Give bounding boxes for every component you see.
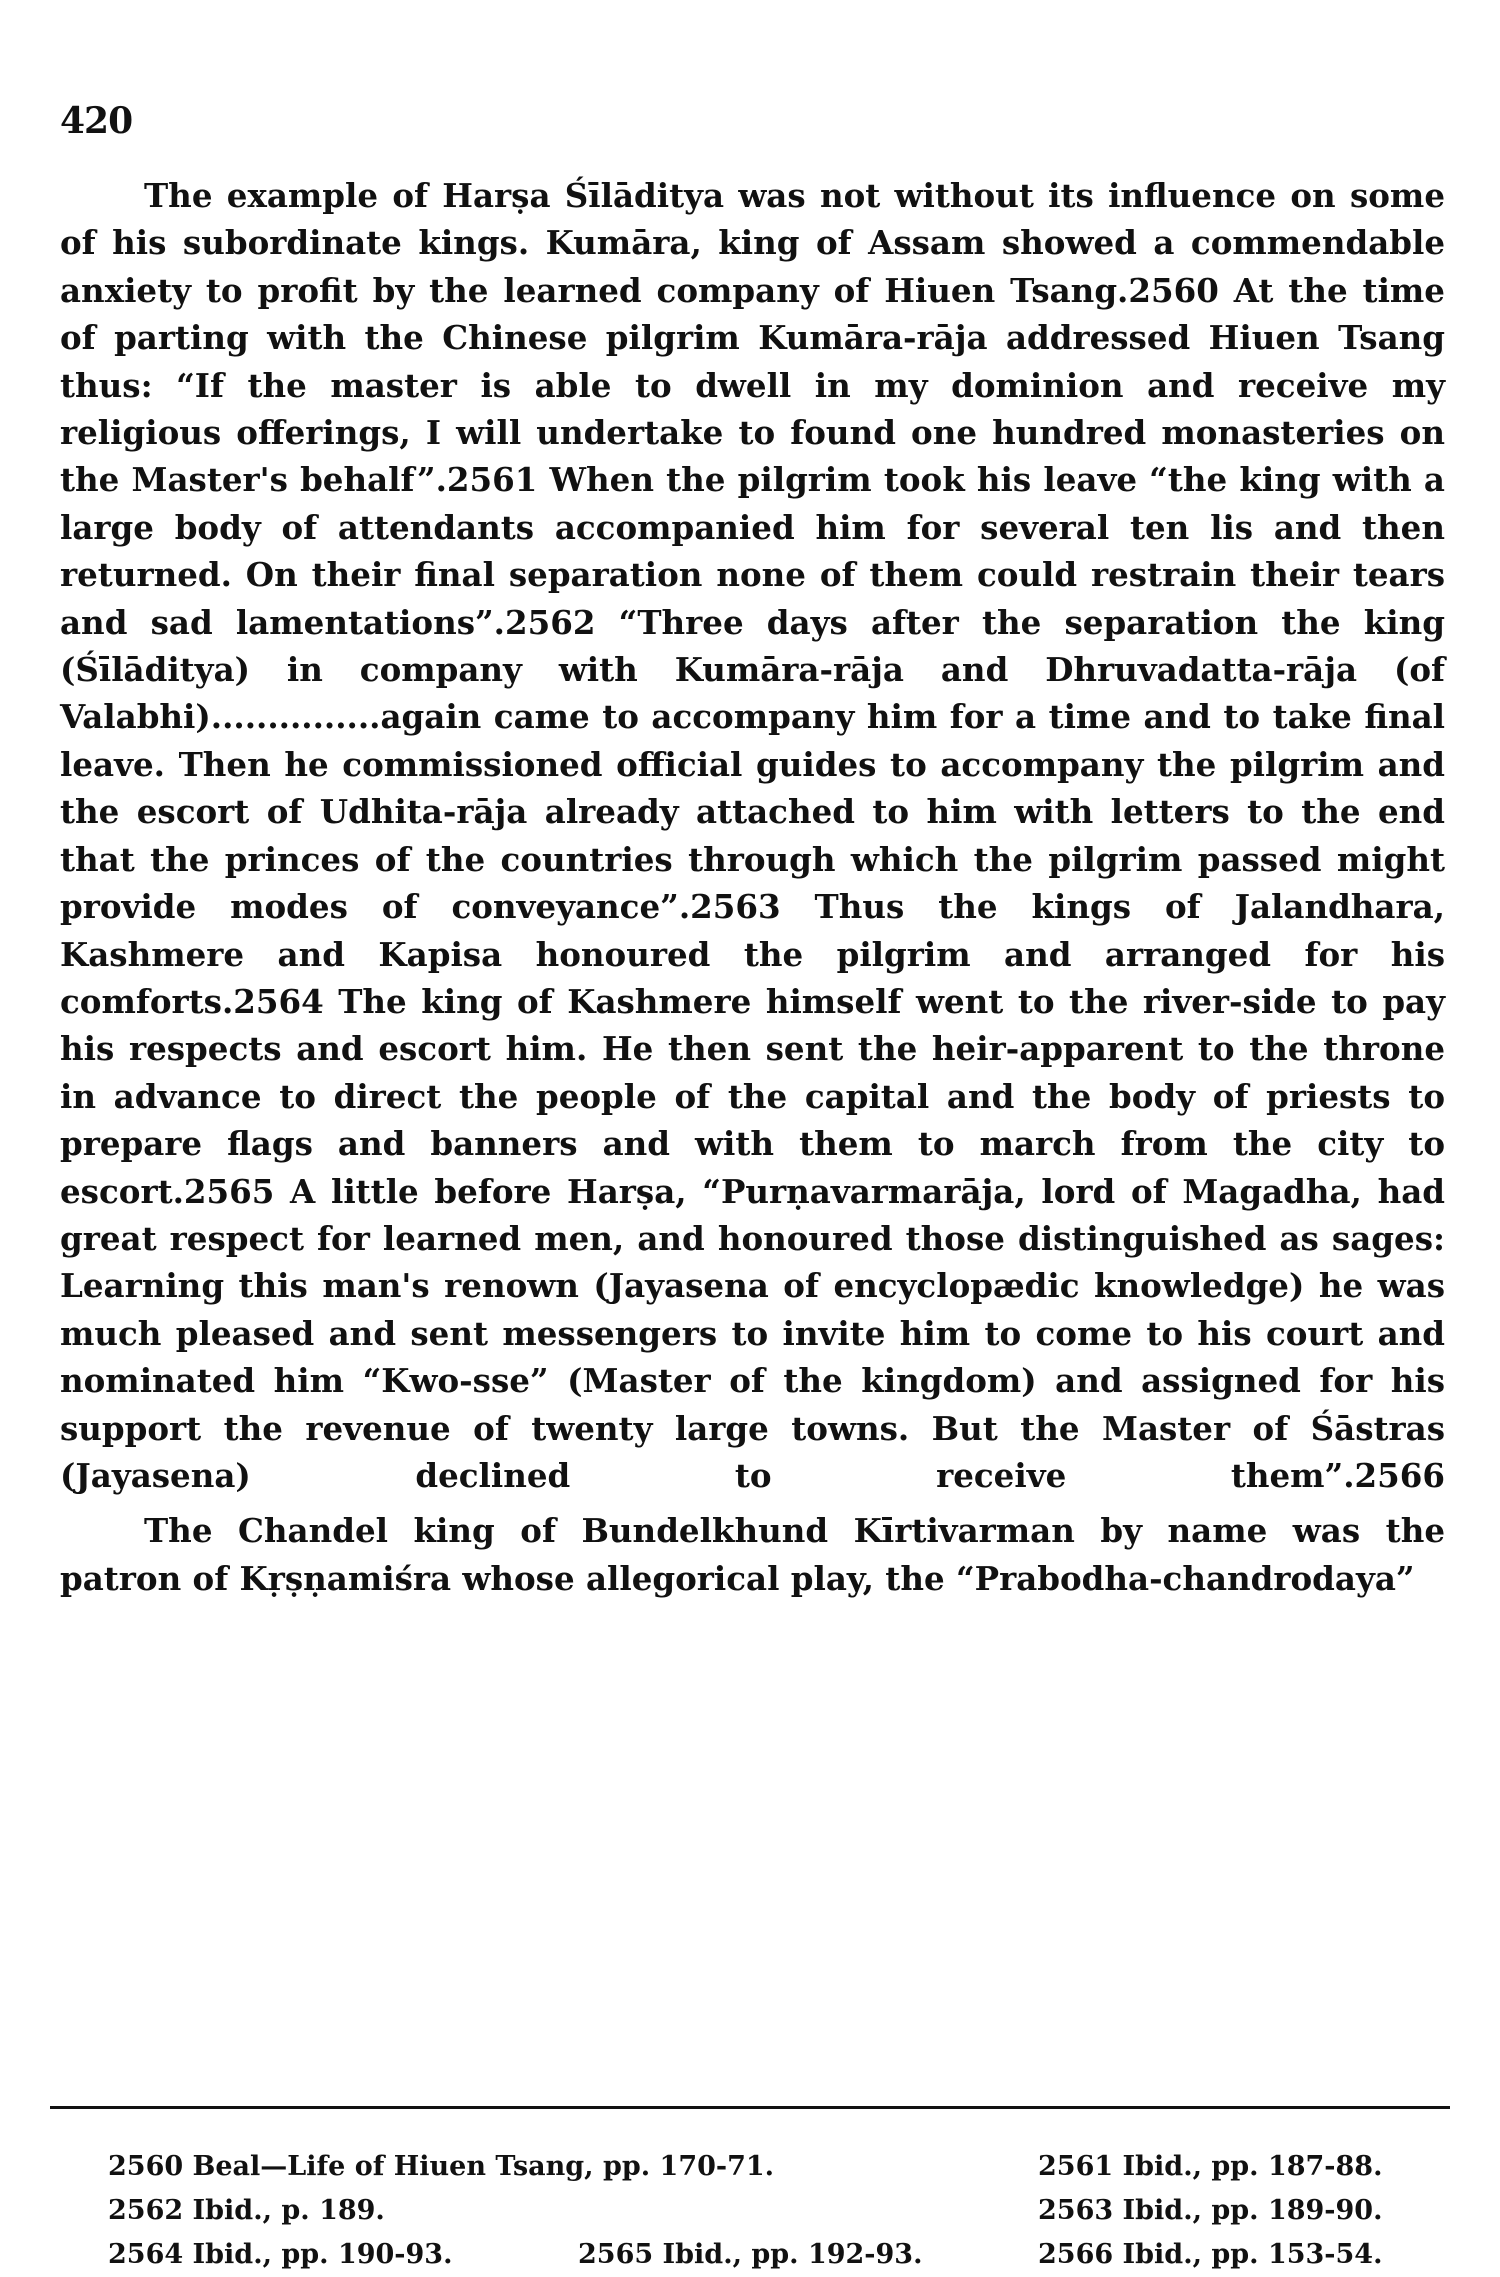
- page-number: 420: [60, 100, 133, 142]
- footnote-row: [108, 2233, 1388, 2277]
- footnote-2566: 2566 Ibid., pp. 153-54.: [1038, 2239, 1383, 2270]
- footnote-2565: 2565 Ibid., pp. 192-93.: [578, 2239, 923, 2270]
- footnote-row: [108, 2189, 1388, 2233]
- body-text: [60, 172, 1445, 1602]
- paragraph-1: The example of Harṣa Śīlāditya was not without its influence on some of his subordinate kings. Kumāra, king of Assam showed a commendable anxiety to profit by the learned company of Hiuen Tsang.2560 At the time of parting with the Chinese pilgrim Kumāra-rāja addressed Hiuen Tsang thus: “If the master is able to dwell in my dominion and receive my religious offerings, I will undertake to found one hundred monasteries on the Master's behalf”.2561 When the pilgrim took his leave “the king with a large body of attendants accompanied him for several ten lis and then returned. On their final separation none of them could restrain their tears and sad lamentations”.2562 “Three days after the separation the king (Śīlāditya) in company with Kumāra-rāja and Dhruvadatta-rāja (of Valabhi)...............again came to accompany him for a time and to take final leave. Then he commissioned official guides to accompany the pilgrim and the escort of Udhita-rāja already attached to him with letters to the end that the princes of the countries through which the pilgrim passed might provide modes of conveyance”.2563 Thus the kings of Jalandhara, Kashmere and Kapisa honoured the pilgrim and arranged for his comforts.2564 The king of Kashmere himself went to the river-side to pay his respects and escort him. He then sent the heir-apparent to the throne in advance to direct the people of the capital and the body of priests to prepare flags and banners and with them to march from the city to escort.2565 A little before Harṣa, “Purṇavarmarāja, lord of Magadha, had great respect for learned men, and honoured those distinguished as sages: Learning this man's renown (Jayasena of encyclopædic knowledge) he was much pleased and sent messengers to invite him to come to his court and nominated him “Kwo-sse” (Master of the kingdom) and assigned for his support the revenue of twenty large towns. But the Master of Śāstras (Jayasena) declined to receive them”.2566: [60, 176, 1445, 1495]
- footnote-2564: 2564 Ibid., pp. 190-93.: [108, 2239, 453, 2270]
- footnote-2560: 2560 Beal—Life of Hiuen Tsang, pp. 170-71.: [108, 2151, 775, 2182]
- footnote-2563: 2563 Ibid., pp. 189-90.: [1038, 2195, 1383, 2226]
- footnotes: [108, 2145, 1388, 2277]
- footnote-divider: [50, 2106, 1450, 2109]
- footnote-row: [108, 2145, 1388, 2189]
- footnote-2561: 2561 Ibid., pp. 187-88.: [1038, 2151, 1383, 2182]
- footnote-2562: 2562 Ibid., p. 189.: [108, 2195, 385, 2226]
- paragraph-2: The Chandel king of Bundelkhund Kīrtivarman by name was the patron of Kṛṣṇamiśra whose allegorical play, the “Prabodha-chandrodaya”: [60, 1511, 1445, 1598]
